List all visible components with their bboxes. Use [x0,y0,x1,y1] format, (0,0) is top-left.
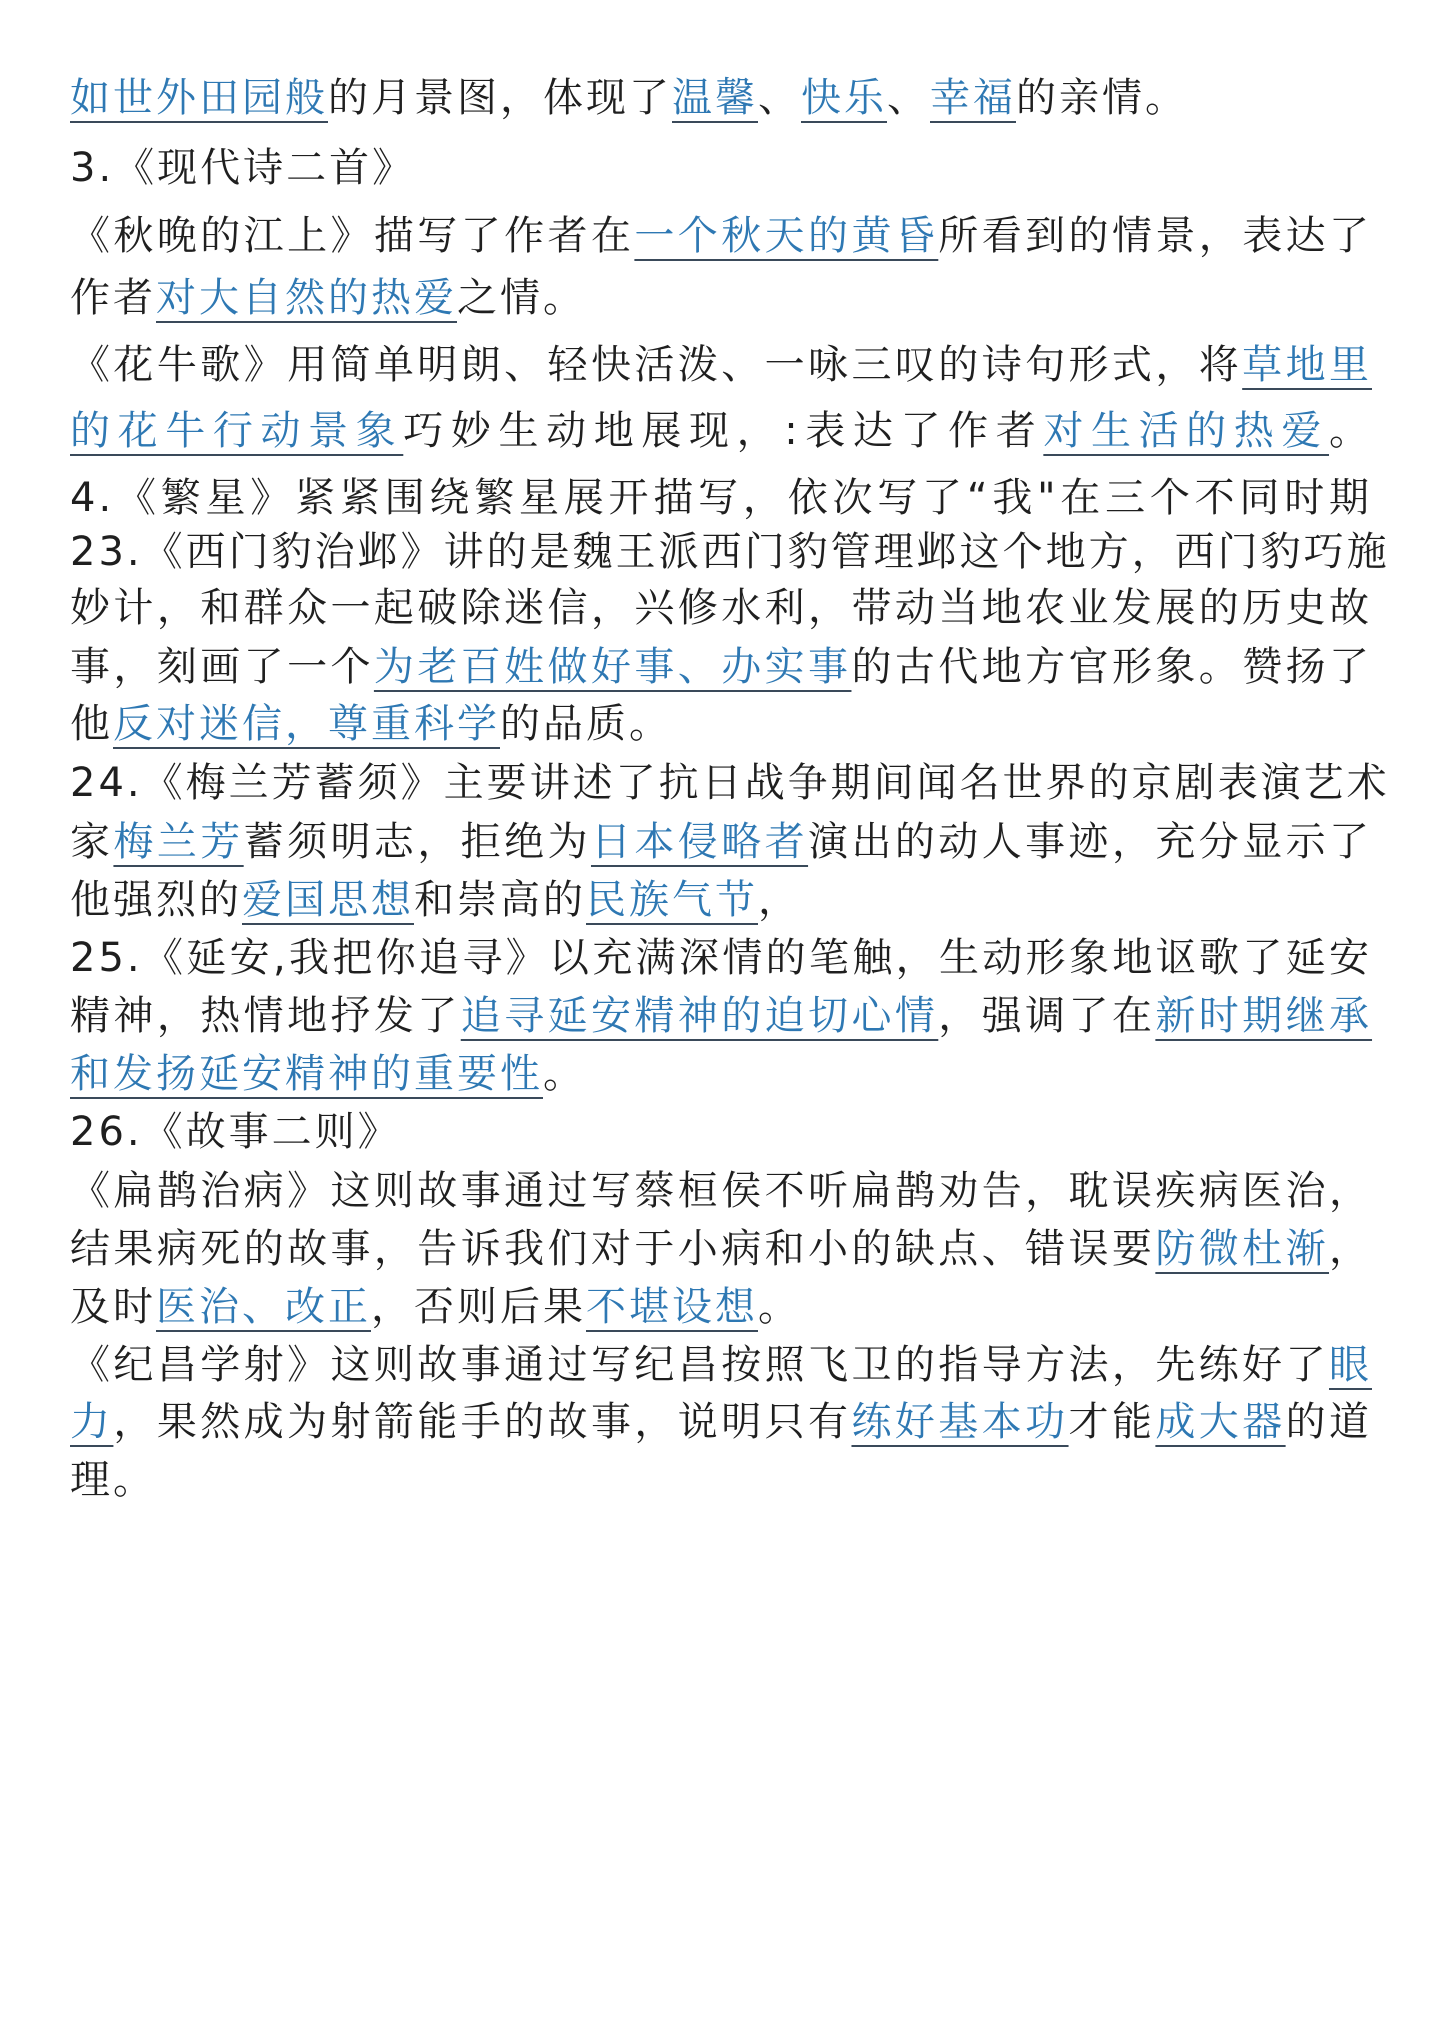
text-line [70,580,1372,636]
text-line [70,755,1390,811]
text-segment: 。 [758,1284,801,1330]
text-segment: ， [1329,1226,1373,1272]
text-segment: 《纪昌学射》这则故事通过写纪昌按照飞卫的指导方法，先练好了 [70,1342,1329,1388]
text-segment: 25.《延安,我把你追寻》以充满深情的笔触，生动形象地讴歌了延安 [70,935,1372,981]
text-line [70,270,1372,326]
text-segment: ，否则后果 [371,1284,586,1330]
text-segment: 、 [758,75,801,121]
highlighted-answer: 追寻延安精神的迫切心情 [460,993,939,1039]
text-segment: 24.《梅兰芳蓄须》主要讲述了抗日战争期间闻名世界的京剧表演艺术 [70,760,1390,806]
text-segment: 的亲情。 [1016,75,1188,121]
highlighted-answer: 成大器 [1155,1399,1286,1445]
text-line [70,872,1372,928]
text-segment: 他 [70,701,113,747]
text-line [70,1452,1372,1508]
text-segment: 事，刻画了一个 [70,644,374,690]
text-line [70,1163,1372,1219]
text-segment: 的月景图，体现了 [328,75,672,121]
highlighted-answer: 梅兰芳 [113,819,244,865]
text-segment: 之情。 [457,275,586,321]
highlighted-answer: 日本侵略者 [590,819,809,865]
highlighted-answer: 力 [70,1399,114,1445]
text-segment: 妙计，和群众一起破除迷信，兴修水利，带动当地农业发展的历史故 [70,585,1372,631]
text-line [70,470,1372,526]
text-segment: ，强调了在 [938,993,1156,1039]
text-segment: 26.《故事二则》 [70,1109,401,1155]
text-segment: 、 [887,75,930,121]
text-segment: 演出的动人事迹，充分显示了 [808,819,1373,865]
text-segment: 3.《现代诗二首》 [70,145,416,191]
text-segment: 精神，热情地抒发了 [70,993,461,1039]
text-segment: 及时 [70,1284,156,1330]
text-line [70,988,1372,1044]
text-segment: 才能 [1068,1399,1156,1445]
highlighted-answer: 民族气节 [586,877,758,923]
text-segment: 巧妙生动地展现，:表达了作者 [403,408,1044,454]
text-line [70,337,1372,393]
text-segment: 结果病死的故事，告诉我们对于小病和小的缺点、错误要 [70,1226,1156,1272]
text-line [70,403,1372,459]
highlighted-answer: 防微杜渐 [1155,1226,1330,1272]
highlighted-answer: 反对迷信，尊重科学 [113,701,500,747]
highlighted-answer: 对生活的热爱 [1043,408,1330,454]
highlighted-answer: 快乐 [801,75,887,121]
text-line [70,639,1372,695]
text-segment: 的道 [1285,1399,1373,1445]
text-segment: 所看到的情景，表达了 [938,213,1373,259]
text-segment: 《秋晚的江上》描写了作者在 [70,213,635,259]
highlighted-answer: 眼 [1329,1342,1372,1388]
text-line [70,1046,1372,1102]
text-segment: 作者 [70,275,156,321]
text-segment: 的品质。 [500,701,672,747]
text-line [70,930,1372,986]
text-line [70,1394,1372,1450]
highlighted-answer: 对大自然的热爱 [156,275,457,321]
text-segment: 家 [70,819,114,865]
text-line [70,1279,1372,1335]
highlighted-answer: 如世外田园般 [70,75,328,121]
highlighted-answer: 和发扬延安精神的重要性 [70,1051,543,1097]
text-line [70,814,1372,870]
highlighted-answer: 不堪设想 [586,1284,758,1330]
text-line [70,70,1372,126]
highlighted-answer: 练好基本功 [851,1399,1069,1445]
text-segment: 《扁鹊治病》这则故事通过写蔡桓侯不听扁鹊劝告，耽误疾病医治， [70,1168,1372,1214]
text-line [70,1221,1372,1277]
text-line [70,1337,1372,1393]
text-segment: 。 [543,1051,586,1097]
text-segment: 《花牛歌》用简单明朗、轻快活泼、一咏三叹的诗句形式，将 [70,342,1243,388]
highlighted-answer: 幸福 [930,75,1016,121]
text-segment: 23.《西门豹治邺》讲的是魏王派西门豹管理邺这个地方，西门豹巧施 [70,529,1390,575]
highlighted-answer: 爱国思想 [242,877,414,923]
highlighted-answer: 医治、改正 [156,1284,371,1330]
text-line [70,696,1372,752]
text-segment: ，果然成为射箭能手的故事，说明只有 [113,1399,852,1445]
highlighted-answer: 草地里 [1242,342,1372,388]
text-line [70,208,1372,264]
text-segment: ， [758,877,801,923]
highlighted-answer: 一个秋天的黄昏 [634,213,939,259]
text-segment: 4.《繁星》紧紧围绕繁星展开描写，依次写了“我"在三个不同时期 [70,475,1372,521]
text-segment: 理。 [70,1457,156,1503]
text-line [70,1104,1372,1160]
highlighted-answer: 为老百姓做好事、办实事 [373,644,852,690]
text-segment: 蓄须明志，拒绝为 [243,819,591,865]
text-segment: 和崇高的 [414,877,586,923]
text-line [70,140,1372,196]
highlighted-answer: 新时期继承 [1155,993,1373,1039]
text-segment: 。 [1329,408,1373,454]
text-segment: 的古代地方官形象。赞扬了 [851,644,1373,690]
text-segment: 他强烈的 [70,877,242,923]
highlighted-answer: 的花牛行动景象 [70,408,404,454]
highlighted-answer: 温馨 [672,75,758,121]
text-line [70,524,1390,580]
